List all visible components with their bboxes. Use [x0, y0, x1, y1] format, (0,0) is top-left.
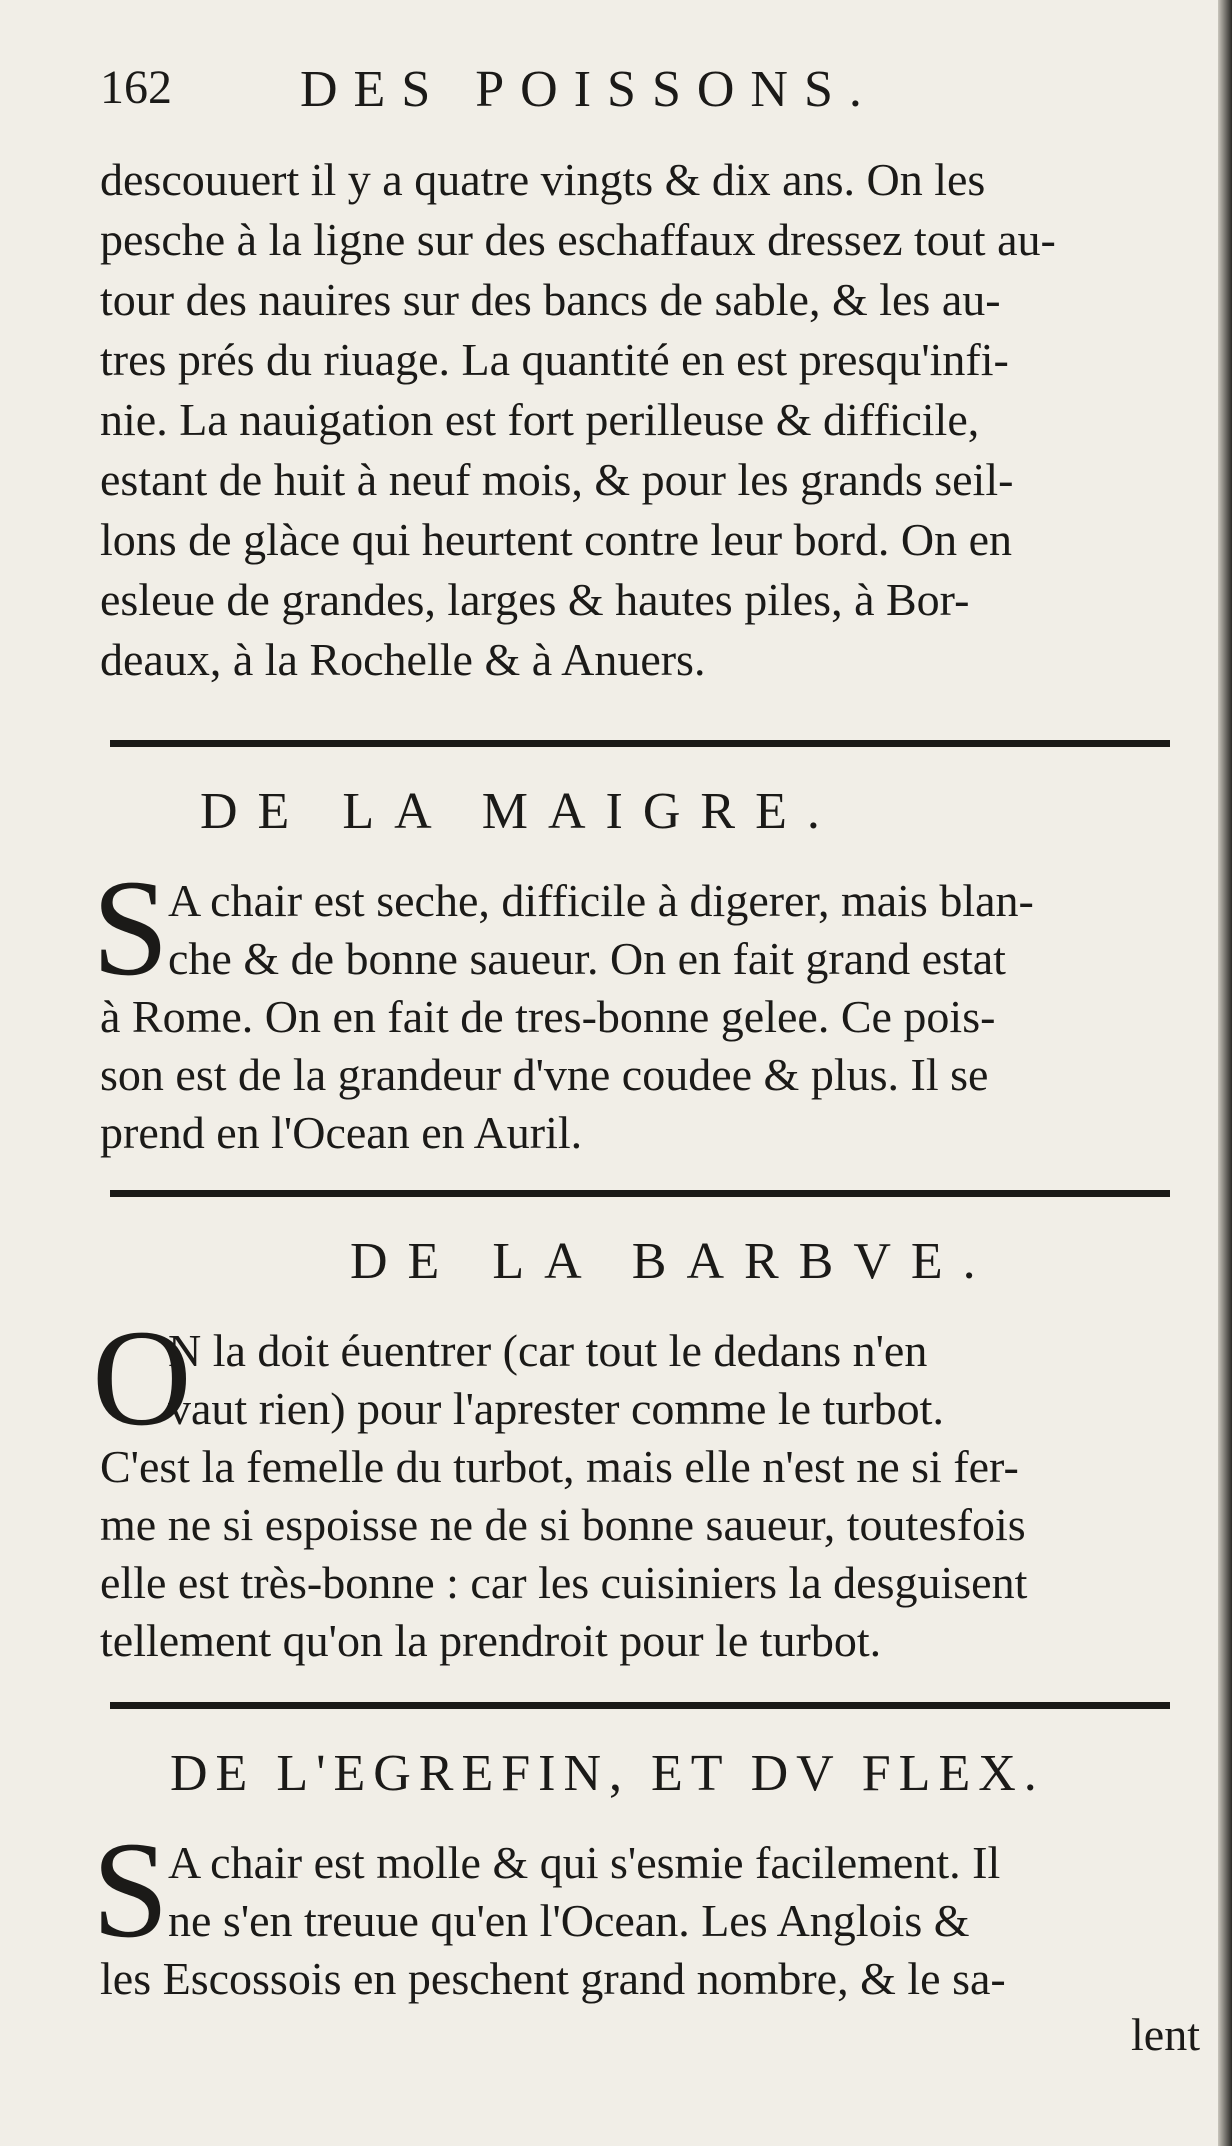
section-heading-maigre: DE LA MAIGRE. [200, 783, 840, 840]
text-line: lons de glàce qui heurtent contre leur bord. On en [100, 514, 1013, 565]
text-line: ne s'en treuue qu'en l'Ocean. Les Anglois & [168, 1895, 970, 1946]
text-line: descouuert il y a quatre vingts & dix ans. On les [100, 154, 986, 205]
section-paragraph-maigre [92, 851, 1160, 1162]
text-line: à Rome. On en fait de tres-bonne gelee. Ce pois- [100, 991, 996, 1042]
drop-cap: O [92, 1301, 192, 1454]
text-line: prend en l'Ocean en Auril. [100, 1107, 583, 1158]
section-divider-rule [110, 740, 1170, 747]
section-paragraph-egrefin [92, 1813, 1160, 2008]
drop-cap: S [92, 851, 169, 1004]
text-line: esleue de grandes, larges & hautes piles, à Bor- [100, 574, 970, 625]
text-line: tour des nauires sur des bancs de sable, & les au- [100, 274, 1001, 325]
text-line: son est de la grandeur d'vne coudee & plus. Il se [100, 1049, 989, 1100]
text-line: vaut rien) pour l'aprester comme le turbot. [168, 1383, 944, 1434]
section-divider-rule [110, 1190, 1170, 1197]
section-heading-egrefin: DE L'EGREFIN, ET DV FLEX. [170, 1745, 1045, 1802]
text-line: nie. La nauigation est fort perilleuse & difficile, [100, 394, 980, 445]
text-line: A chair est molle & qui s'esmie facilement. Il [168, 1837, 1001, 1888]
text-line: pesche à la ligne sur des eschaffaux dressez tout au- [100, 214, 1056, 265]
text-line: estant de huit à neuf mois, & pour les grands seil- [100, 454, 1014, 505]
running-title: DES POISSONS. [300, 61, 878, 118]
text-line: N la doit éuentrer (car tout le dedans n'en [168, 1325, 928, 1376]
drop-cap: S [92, 1813, 169, 1966]
text-line: elle est très-bonne : car les cuisiniers la desguisent [100, 1557, 1028, 1608]
text-line: A chair est seche, difficile à digerer, mais blan- [168, 875, 1034, 926]
text-line: deaux, à la Rochelle & à Anuers. [100, 634, 706, 685]
text-line: tellement qu'on la prendroit pour le turbot. [100, 1615, 882, 1666]
continuation-paragraph [100, 150, 1160, 690]
page-binding-edge [1218, 0, 1232, 2146]
text-line: che & de bonne saueur. On en fait grand estat [168, 933, 1006, 984]
section-paragraph-barbve [92, 1301, 1160, 1670]
catchword-row [100, 2008, 1200, 2068]
catchword: lent [1131, 2009, 1200, 2060]
page-number: 162 [100, 61, 172, 114]
section-heading-barbve: DE LA BARBVE. [350, 1233, 996, 1290]
book-page [92, 55, 1200, 2068]
running-head [100, 55, 1160, 150]
text-line: C'est la femelle du turbot, mais elle n'est ne si fer- [100, 1441, 1019, 1492]
text-line: tres prés du riuage. La quantité en est presqu'infi- [100, 334, 1009, 385]
text-line: les Escossois en peschent grand nombre, & le sa- [100, 1953, 1006, 2004]
section-divider-rule [110, 1702, 1170, 1709]
text-line: me ne si espoisse ne de si bonne saueur, toutesfois [100, 1499, 1026, 1550]
